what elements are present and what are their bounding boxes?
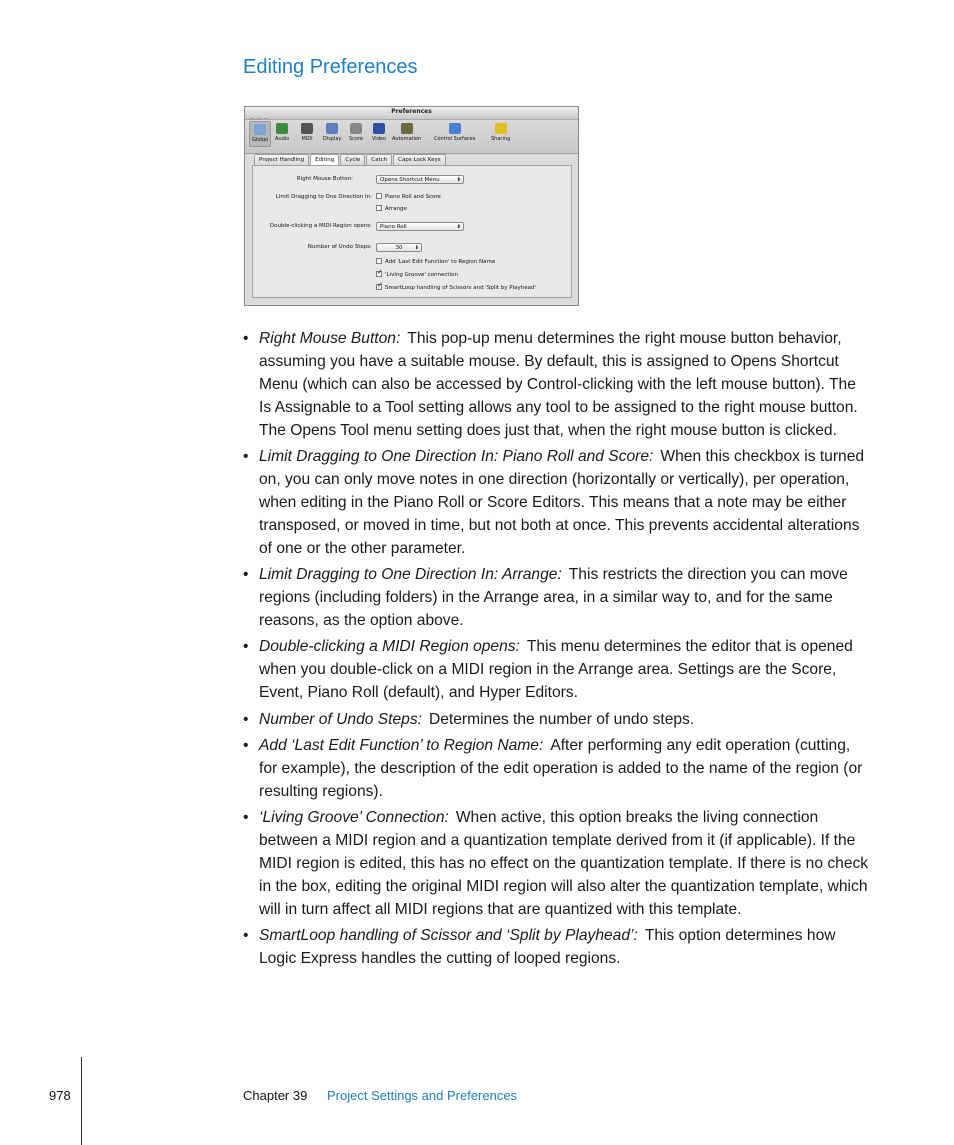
- list-item-text: When active, this option breaks the living connection between a MIDI region and a quantization template derived from it (if applicable). If the MIDI region is edited, this has no effect on the quantization template. If there is no check in the box, editing the original MIDI region will also alter the quantization template, which will in turn affect all MIDI regions that are quantized with this template.: [259, 809, 869, 918]
- checkbox-label: Add 'Last Edit Function' to Region Name: [385, 259, 496, 265]
- list-item-term: Right Mouse Button:: [259, 330, 401, 347]
- tab-catch[interactable]: Catch: [366, 154, 392, 166]
- list-item: [242, 564, 872, 633]
- popup-arrows-icon: ⬍: [456, 177, 461, 183]
- toolbar-item-label: Score: [349, 136, 364, 142]
- list-item-text: This menu determines the editor that is opened when you double-click on a MIDI region in the Arrange area. Settings are the Score, Event, Piano Roll (default), and Hyper Editors.: [259, 638, 853, 702]
- global-icon: [254, 124, 266, 135]
- editing-panel: [252, 165, 572, 298]
- list-item-text: This restricts the direction you can move regions (including folders) in the Arrange area, in a similar way to, and for the same reasons, as the option above.: [259, 566, 848, 629]
- list-item: [242, 446, 872, 561]
- preference-descriptions: [242, 328, 872, 974]
- stepper-arrows-icon: ⬍: [414, 245, 419, 251]
- undo-steps-label: Number of Undo Steps:: [307, 244, 372, 250]
- bullet-icon: •: [243, 809, 249, 827]
- checkbox-label: Arrange: [385, 206, 407, 212]
- audio-icon: [276, 123, 288, 134]
- toolbar-item-control-surfaces[interactable]: [434, 123, 475, 142]
- toolbar-item-label: Control Surfaces: [434, 136, 476, 142]
- preferences-tabs: [254, 154, 447, 164]
- list-item: [242, 709, 872, 732]
- toolbar-item-video[interactable]: [372, 123, 386, 142]
- toolbar-item-label: Display: [323, 136, 342, 142]
- window-title: Preferences: [391, 108, 432, 115]
- dblclick-popup[interactable]: [376, 222, 464, 231]
- tab-caps-lock-keys[interactable]: Caps Lock Keys: [393, 154, 445, 166]
- bullet-icon: •: [243, 927, 249, 945]
- tab-editing[interactable]: Editing: [310, 154, 339, 166]
- control-surfaces-icon: [449, 123, 461, 134]
- list-item-term: Double-clicking a MIDI Region opens:: [259, 638, 520, 656]
- bullet-icon: •: [243, 710, 249, 728]
- checkbox-smartloop[interactable]: [376, 284, 536, 292]
- tab-project-handling[interactable]: Project Handling: [254, 154, 309, 166]
- toolbar-item-label: Automation: [392, 136, 422, 142]
- list-item: [242, 807, 872, 922]
- checkbox-box[interactable]: [376, 284, 382, 290]
- dblclick-label: Double-clicking a MIDI Region opens:: [269, 223, 372, 229]
- popup-arrows-icon: ⬍: [456, 224, 461, 230]
- bullet-icon: •: [243, 448, 249, 466]
- toolbar-item-audio[interactable]: [275, 123, 289, 142]
- right-mouse-value: Opens Shortcut Menu: [380, 177, 440, 183]
- bullet-icon: •: [243, 330, 249, 347]
- undo-steps-value: 30: [395, 245, 403, 251]
- list-item-term: SmartLoop handling of Scissor and ‘Split by Playhead’:: [259, 927, 638, 945]
- display-icon: [326, 123, 338, 134]
- toolbar-item-label: Audio: [275, 136, 290, 142]
- list-item-term: Add ‘Last Edit Function’ to Region Name:: [259, 736, 544, 754]
- toolbar-item-label: MIDI: [301, 136, 313, 142]
- checkbox-box[interactable]: [376, 193, 382, 199]
- toolbar-item-label: Global: [252, 137, 268, 143]
- toolbar-item-midi[interactable]: [301, 123, 313, 142]
- right-mouse-popup[interactable]: [376, 175, 464, 184]
- list-item-term: Number of Undo Steps:: [259, 710, 422, 728]
- bullet-icon: •: [243, 566, 249, 584]
- chapter-label: Chapter 39: [243, 1088, 308, 1103]
- toolbar-item-sharing[interactable]: [491, 123, 510, 142]
- score-icon: [350, 123, 362, 134]
- list-item-text: After performing any edit operation (cutting, for example), the description of the edit operation is added to the name of the region (or resulting regions).: [259, 736, 863, 800]
- toolbar-item-display[interactable]: [323, 123, 341, 142]
- list-item-text: When this checkbox is turned on, you can only move notes in one direction (horizontally or vertically), per operation, when editing in the Piano Roll or Score Editors. This means that a note may be either transposed, or moved in time, but not both at once. This prevents accidental alterations of one or the other parameter.: [259, 448, 865, 557]
- dblclick-value: Piano Roll: [380, 224, 407, 230]
- checkbox-add-last-edit[interactable]: [376, 258, 495, 266]
- toolbar-item-global[interactable]: [249, 121, 271, 147]
- checkbox-living-groove[interactable]: [376, 271, 458, 279]
- chapter-title-link[interactable]: Project Settings and Preferences: [327, 1088, 518, 1103]
- page-number: 978: [49, 1088, 71, 1103]
- list-item-term: Limit Dragging to One Direction In: Arrange:: [259, 566, 562, 584]
- list-item-term: ‘Living Groove’ Connection:: [259, 809, 449, 827]
- checkbox-label: Piano Roll and Score: [385, 194, 441, 200]
- checkbox-box[interactable]: [376, 258, 382, 264]
- checkbox-box[interactable]: [376, 271, 382, 277]
- preferences-toolbar: [245, 120, 578, 154]
- undo-steps-stepper[interactable]: [376, 243, 422, 252]
- list-item-term: Limit Dragging to One Direction In: Piano Roll and Score:: [259, 448, 654, 466]
- right-mouse-label: Right Mouse Button:: [296, 176, 353, 182]
- automation-icon: [401, 123, 413, 134]
- list-item: [242, 925, 872, 971]
- list-item: [242, 735, 872, 804]
- checkbox-box[interactable]: [376, 205, 382, 211]
- toolbar-item-label: Sharing: [491, 136, 511, 142]
- toolbar-item-label: Video: [372, 136, 387, 142]
- video-icon: [373, 123, 385, 134]
- tab-cycle[interactable]: Cycle: [340, 154, 365, 166]
- checkbox-label: 'Living Groove' connection: [385, 272, 458, 278]
- footer-divider: [81, 1057, 82, 1145]
- toolbar-item-score[interactable]: [349, 123, 363, 142]
- list-item-text: This pop-up menu determines the right mouse button behavior, assuming you have a suitable mouse. By default, this is assigned to Opens Shortcut Menu (which can also be accessed by Control-clicking with the left mouse button). The Is Assignable to a Tool setting allows any tool to be assigned to the right mouse button. The Opens Tool menu setting does just that, when the right mouse button is clicked.: [259, 330, 858, 439]
- page-title: Editing Preferences: [243, 56, 418, 78]
- window-titlebar: [245, 107, 578, 120]
- limit-dragging-label: Limit Dragging to One Direction In:: [275, 194, 372, 200]
- preferences-window-screenshot: [244, 106, 579, 306]
- midi-icon: [301, 123, 313, 134]
- list-item-text: This option determines how Logic Express handles the cutting of looped regions.: [259, 927, 836, 968]
- list-item: [242, 636, 872, 705]
- bullet-icon: •: [243, 736, 249, 754]
- list-item-text: Determines the number of undo steps.: [428, 710, 695, 728]
- bullet-icon: •: [243, 638, 249, 656]
- checkbox-piano-roll-score[interactable]: [376, 193, 441, 201]
- sharing-icon: [495, 123, 507, 134]
- checkbox-arrange[interactable]: [376, 205, 407, 213]
- list-item: [242, 328, 872, 443]
- checkbox-label: SmartLoop handling of Scissors and 'Split by Playhead': [385, 285, 537, 291]
- toolbar-item-automation[interactable]: [392, 123, 421, 142]
